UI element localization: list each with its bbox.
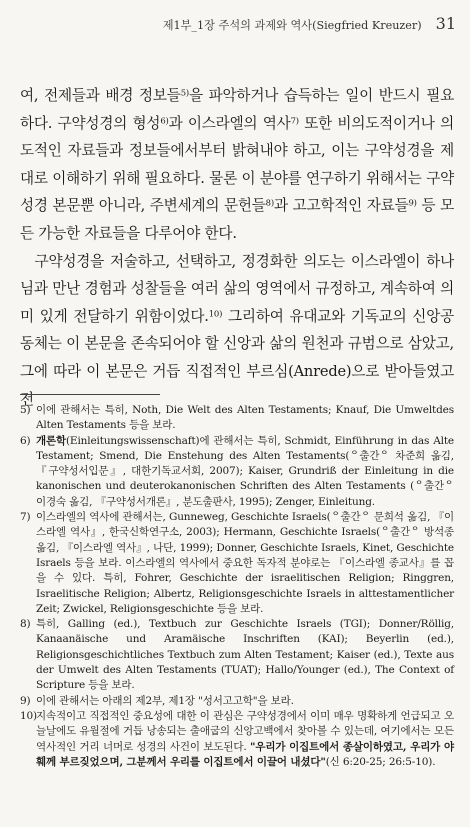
main-text [20, 82, 454, 413]
footnote-10: 10) 지속적이고 직접적인 중요성에 대한 이 관심은 구약성경에서 이미 매우 명확하게 언급되고 오늘날에도 유월절에 거듭 낭송되는 출애굽의 신앙고백에서 찾아볼 수 있는데, 여기에서는 모든 역사적인 거리 너머로 성경의 사건이 보도된다. "우리가 이집트에서 종살이하였고, 우리가 야훼께 부르짖었으며, 그분께서 우리를 이집트에서 이끌어 내셨다"(신 6:20-25; 26:5-10). [20, 709, 454, 770]
footnote-number: 7) [20, 511, 31, 524]
footnote-ref-8[interactable]: 8) [265, 197, 274, 208]
footnote-9: 9) 이에 관해서는 아래의 제2부, 제1장 "성서고고학"을 보라. [20, 694, 454, 709]
running-header [120, 14, 456, 33]
footnote-ref-7[interactable]: 7) [290, 114, 299, 125]
paragraph-2: 구약성경을 저술하고, 선택하고, 정경화한 의도는 이스라엘이 하나님과 만난 경험과 성찰들을 여러 삶의 영역에서 규정하고, 계속하여 의미 있게 전달하기 위함이었다.$^{10)}$ 그리하여 유대교와 기독교의 신앙공동체는 이 본문을 존속되어야 할 신앙과 삶의 원천과 규범으로 삼았고, 그에 따라 이 본문은 거듭 직접적인 부르심(Anrede)으로 받아들였고 전 [20, 252, 454, 408]
footnote-7: 7) 이스라엘의 역사에 관해서는, Gunneweg, Geschichte Israels(ᄋ출간ᄋ 문희석 옮김, 『이스라엘 역사』, 한국신학연구소, 2003); Hermann, Geschichte Israels(ᄋ출간ᄋ 방석종 옮김, 『이스라엘 역사』, 나단, 1999); Donner, Geschichte Israels, Kinet, Geschichte Israels 등을 보라. 이스라엘의 역사에서 중요한 독자적 분야로는 『이스라엘 종교사』를 꼽을 수 있다. 특히, Fohrer, Geschichte der israelitischen Religion; Ringgren, Israelitische Religion; Albertz, Religionsgeschichte Israels in alttestamentlicher Zeit; Zwickel, Religionsgeschichte 등을 보라. [20, 510, 454, 617]
footnote-separator [20, 394, 160, 395]
footnotes [20, 403, 454, 770]
footnote-8: 8) 특히, Galling (ed.), Textbuch zur Geschichte Israels (TGI); Donner/Röllig, Kanaanäische und Aramäische Inschriften (KAI); Beyerlin (ed.), Religionsgeschichtliches Textbuch zum Alten Testament; Kaiser (ed.), Texte aus der Umwelt des Alten Testaments (TUAT); Hallo/Younger (ed.), The Context of Scripture 등을 보라. [20, 617, 454, 693]
running-title: 제1부_1장 주석의 과제와 역사(Siegfried Kreuzer) [162, 19, 422, 32]
footnote-number: 6) [20, 434, 31, 447]
paragraph-1: 여, 전제들과 배경 정보들$^{5)}$을 파악하거나 습득하는 일이 반드시 필요하다. 구약성경의 형성$^{6)}$과 이스라엘의 역사$^{7)}$ 또한 비의도적이거나 의도적인 자료들과 정보들에서부터 밝혀내야 하고, 이는 구약성경을 제대로 이해하기 위해 필요하다. 물론 이 분야를 연구하기 위해서는 구약성경 본문뿐 아니라, 주변세계의 문헌들$^{8)}$과 고고학적인 자료들$^{9)}$ 등 모든 가능한 자료들을 다루어야 한다. [20, 87, 454, 242]
footnote-ref-5[interactable]: 5) [180, 87, 189, 98]
footnote-5: 5) 이에 관해서는 특히, Noth, Die Welt des Alten Testaments; Knauf, Die Umweltdes Alten Testaments 등을 보라. [20, 403, 454, 434]
footnote-ref-6[interactable]: 6) [160, 114, 169, 125]
footnote-ref-9[interactable]: 9) [408, 197, 417, 208]
page-number: 31 [435, 14, 456, 33]
footnote-number: 5) [20, 404, 31, 416]
footnote-6: 6) 개론학(Einleitungswissenschaft)에 관해서는 특히, Schmidt, Einführung in das Alte Testament; Smend, Die Enstehung des Alten Testaments(ᄋ출간ᄋ 차준희 옮김, 『구약성서입문』, 대한기독교서회, 2007); Kaiser, Grundriß der Einleitung in die kanonischen und deuterokanonischen Schriften des Alten Testaments (ᄋ출간ᄋ 이경숙 옮김, 『구약성서개론』, 분도출판사, 1995); Zenger, Einleitung. [20, 434, 454, 510]
footnote-number: 9) [20, 694, 31, 707]
footnote-number: 8) [20, 618, 31, 631]
footnote-number: 10) [20, 709, 38, 722]
footnote-ref-10[interactable]: 10) [208, 308, 223, 319]
